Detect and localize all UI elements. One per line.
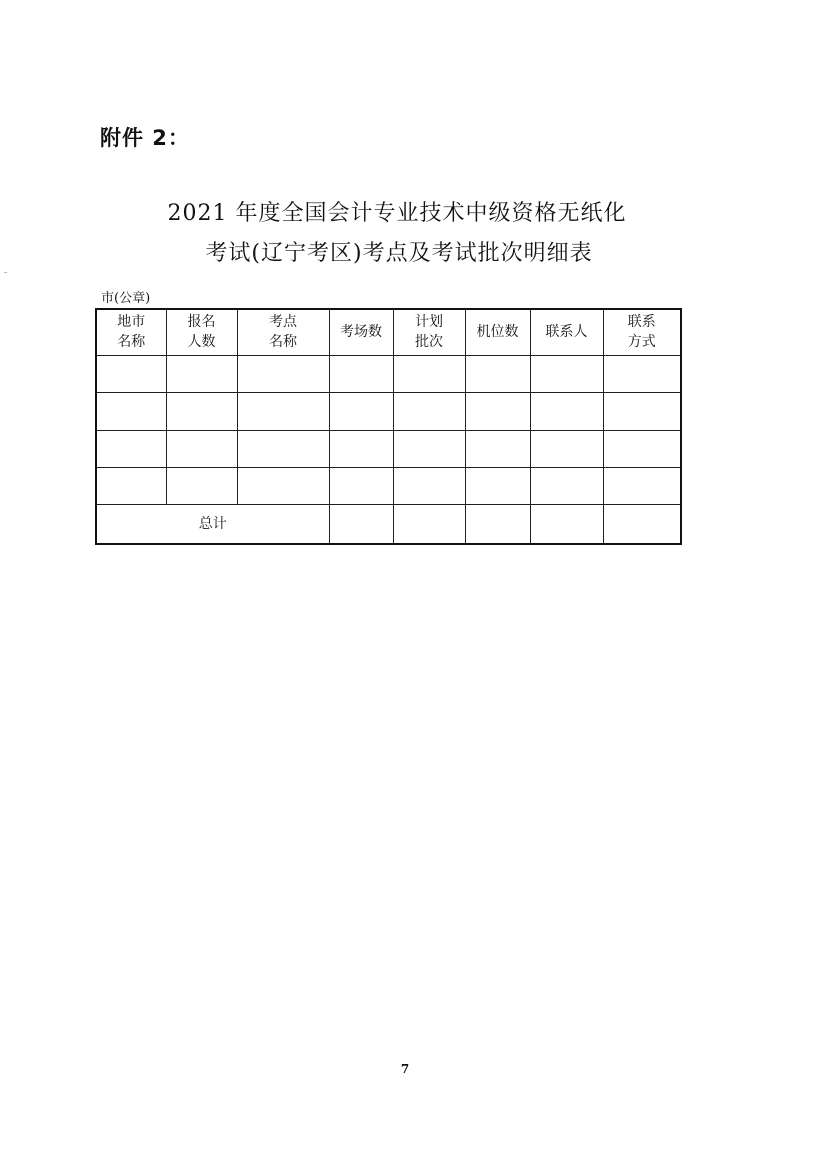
table-cell[interactable] xyxy=(465,355,530,392)
table-cell[interactable] xyxy=(603,430,681,467)
table-cell[interactable] xyxy=(96,467,166,504)
table-cell[interactable] xyxy=(166,467,237,504)
table-cell[interactable] xyxy=(329,430,393,467)
exam-site-table xyxy=(95,308,682,545)
table-cell[interactable] xyxy=(329,505,393,544)
table-cell[interactable] xyxy=(393,505,465,544)
header-planned-batches: 计划 批次 xyxy=(393,309,465,355)
table-cell[interactable] xyxy=(237,355,329,392)
table-cell[interactable] xyxy=(96,355,166,392)
table-cell[interactable] xyxy=(603,393,681,430)
table-cell[interactable] xyxy=(530,467,603,504)
table-cell[interactable] xyxy=(603,505,681,544)
table-row xyxy=(96,393,681,430)
document-title-line2: 考试(辽宁考区)考点及考试批次明细表 xyxy=(205,241,593,266)
header-contact-method: 联系 方式 xyxy=(603,309,681,355)
table-cell[interactable] xyxy=(96,393,166,430)
header-contact-person: 联系人 xyxy=(530,309,603,355)
document-title-line1: 2021 年度全国会计专业技术中级资格无纸化 xyxy=(167,201,627,226)
table-cell[interactable] xyxy=(237,467,329,504)
header-seat-count: 机位数 xyxy=(465,309,530,355)
table-cell[interactable] xyxy=(465,467,530,504)
table-row xyxy=(96,355,681,392)
table-cell[interactable] xyxy=(530,430,603,467)
table-cell[interactable] xyxy=(166,393,237,430)
page-number: 7 xyxy=(400,1062,410,1076)
table-cell[interactable] xyxy=(329,355,393,392)
header-registrants: 报名 人数 xyxy=(166,309,237,355)
table-cell[interactable] xyxy=(237,393,329,430)
table-cell[interactable] xyxy=(393,430,465,467)
table-cell[interactable] xyxy=(603,355,681,392)
table-cell[interactable] xyxy=(530,505,603,544)
table-cell[interactable] xyxy=(166,430,237,467)
table-cell[interactable] xyxy=(329,393,393,430)
table-cell[interactable] xyxy=(465,393,530,430)
total-label-cell: 总计 xyxy=(96,505,329,544)
table-cell[interactable] xyxy=(530,355,603,392)
table-header-row xyxy=(96,309,681,355)
header-city-name: 地市 名称 xyxy=(96,309,166,355)
table-row xyxy=(96,467,681,504)
header-room-count: 考场数 xyxy=(329,309,393,355)
table-row xyxy=(96,430,681,467)
table-cell[interactable] xyxy=(393,467,465,504)
seal-label: 市(公章) xyxy=(101,291,151,306)
table-cell[interactable] xyxy=(237,430,329,467)
table-cell[interactable] xyxy=(166,355,237,392)
table-cell[interactable] xyxy=(393,393,465,430)
table-cell[interactable] xyxy=(393,355,465,392)
header-site-name: 考点 名称 xyxy=(237,309,329,355)
table-cell[interactable] xyxy=(96,430,166,467)
table-cell[interactable] xyxy=(465,505,530,544)
table-total-row xyxy=(96,505,681,544)
table-cell[interactable] xyxy=(465,430,530,467)
table-cell[interactable] xyxy=(530,393,603,430)
table-cell[interactable] xyxy=(329,467,393,504)
scan-edge-mark xyxy=(4,272,7,273)
attachment-label: 附件 2： xyxy=(100,126,190,150)
table-cell[interactable] xyxy=(603,467,681,504)
